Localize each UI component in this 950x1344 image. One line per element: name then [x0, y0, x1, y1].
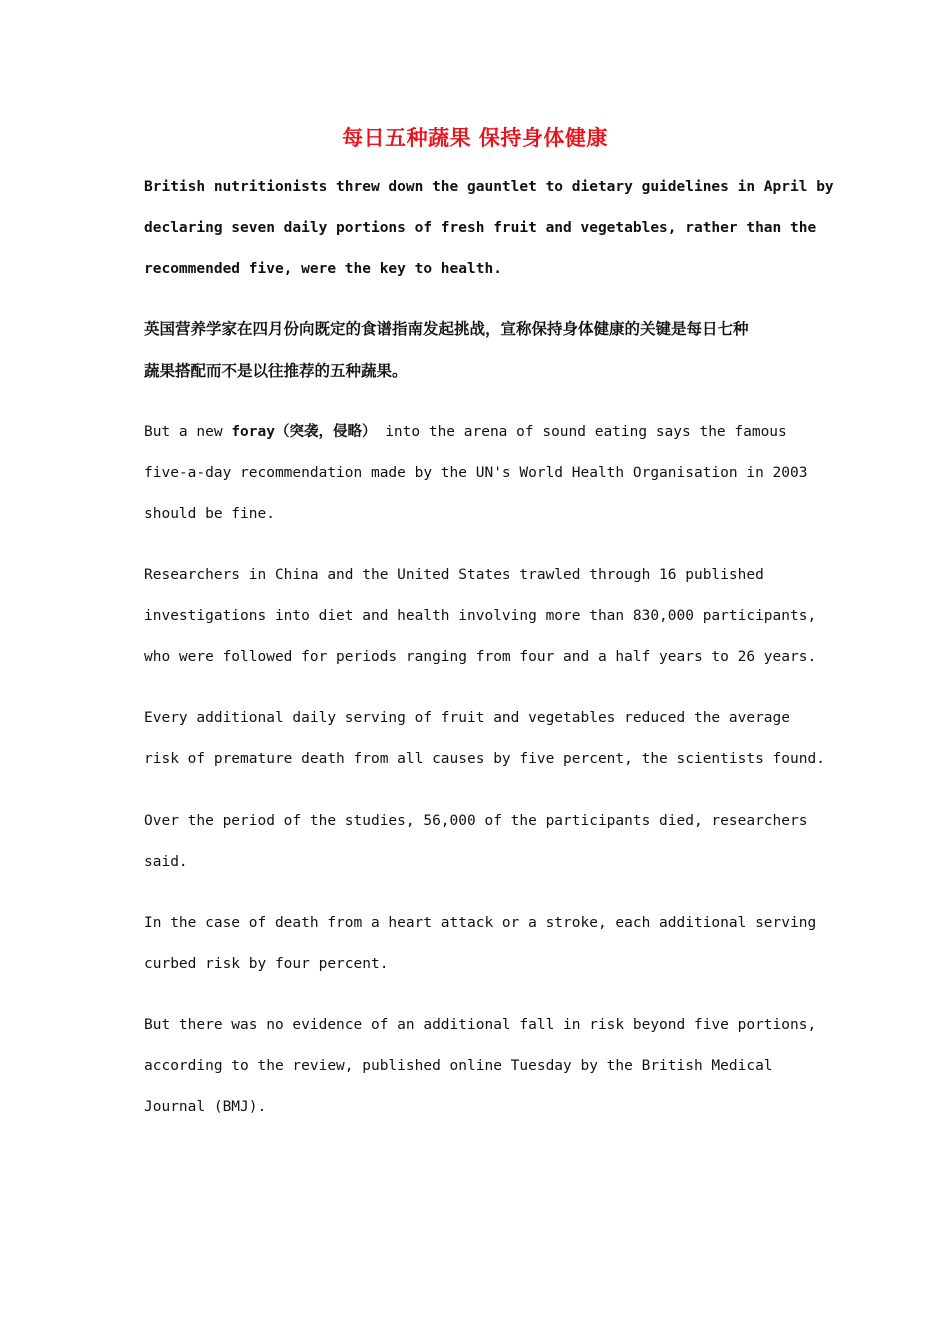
text-line: British nutritionists threw down the gauntlet to dietary guidelines in April by	[144, 179, 834, 195]
vocab-gloss: （突袭，侵略）	[274, 424, 377, 440]
text-line: recommended five, were the key to health.	[144, 261, 502, 277]
text-line: In the case of death from a heart attack or a stroke, each additional serving	[144, 915, 817, 931]
text-line: curbed risk by four percent.	[144, 956, 389, 972]
text-line: should be fine.	[144, 506, 275, 522]
text-segment: into the arena of sound eating says the famous	[376, 424, 787, 440]
text-line: declaring seven daily portions of fresh fruit and vegetables, rather than the	[144, 220, 817, 236]
vocab-word: foray	[231, 424, 275, 440]
text-line: But there was no evidence of an additional fall in risk beyond five portions,	[144, 1017, 817, 1033]
text-line: according to the review, published online Tuesday by the British Medical	[144, 1058, 773, 1074]
text-line: risk of premature death from all causes by five percent, the scientists found.	[144, 751, 825, 767]
text-segment: But a new	[144, 424, 232, 440]
page-title: 每日五种蔬果 保持身体健康	[342, 126, 608, 150]
text-line	[144, 422, 787, 442]
text-line: 蔬果搭配而不是以往推荐的五种蔬果。	[144, 362, 408, 380]
text-line: Over the period of the studies, 56,000 of the participants died, researchers	[144, 813, 808, 829]
text-line: Researchers in China and the United States trawled through 16 published	[144, 567, 764, 583]
text-line: Every additional daily serving of fruit and vegetables reduced the average	[144, 710, 791, 726]
text-line: five-a-day recommendation made by the UN's World Health Organisation in 2003	[144, 465, 808, 481]
text-line: who were followed for periods ranging from four and a half years to 26 years.	[144, 649, 817, 665]
text-line: 英国营养学家在四月份向既定的食谱指南发起挑战，宣称保持身体健康的关键是每日七种	[144, 320, 749, 338]
text-line: said.	[144, 854, 188, 870]
text-line: investigations into diet and health involving more than 830,000 participants,	[144, 608, 817, 624]
text-line: Journal (BMJ).	[144, 1099, 267, 1115]
